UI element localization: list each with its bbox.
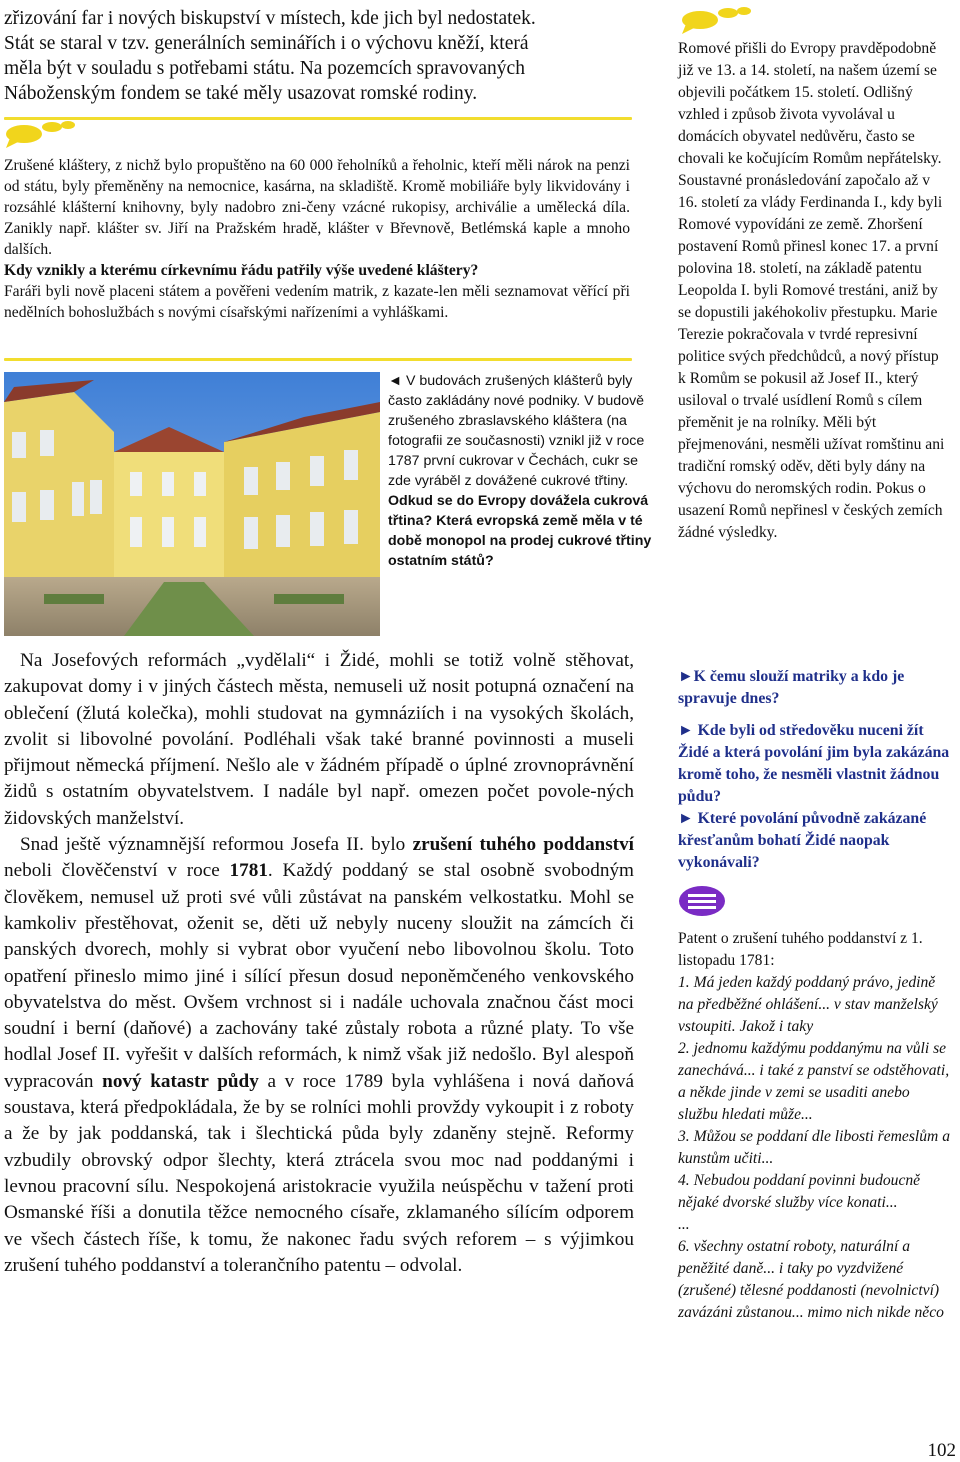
box-question: Kdy vznikly a kterému církevnímu řádu patřily výše uvedené kláštery? [4, 262, 479, 279]
body-emphasis: nový katastr půdy [102, 1070, 259, 1092]
patent-item: ... [678, 1216, 690, 1233]
yellow-speech-marker-icon [2, 120, 82, 154]
purple-document-marker-icon [678, 884, 728, 918]
body-text-run: Snad ještě významnější reformou Josefa II. bylo [20, 834, 413, 856]
sidebar-question: ► Kde byli od středověku nuceni žít Židé a která povolání jim byla zakázána kromě toho, že nesměli vlastnit žádnou půdu? [678, 722, 950, 805]
sidebar-question: ► Které povolání původně zakázané křesťanům bohatí Židé naopak vykonávali? [678, 810, 927, 871]
photo-caption [388, 371, 658, 571]
sidebar-question: ►K čemu slouží matriky a kdo je spravuje dnes? [678, 668, 905, 707]
roma-sidebar [678, 38, 948, 544]
patent-excerpt [678, 928, 950, 1324]
main-article [4, 648, 634, 1279]
intro-block [4, 0, 634, 106]
yellow-speech-marker-icon [678, 4, 758, 38]
intro-paragraph [4, 6, 634, 106]
caption-question: Odkud se do Evropy dovážela cukrová třtina? Která evropská země měla v té době monopol na prodej cukrové třtiny ostatním států? [388, 493, 652, 569]
box-paragraph: Zrušené kláštery, z nichž bylo propuštěno na 60 000 řeholníků a řeholnic, kteří měli nárok na penzi od státu, byly přeměněny na nemocnice, kasárna, na skladiště. Kromě mobiliáře byly likvidovány i rozsáhlé klášterní knihovny, byly nadobro zni-čeny vzácné rukopisy, archiválie a umělecká díla. Zanikly např. klášter sv. Jiří na Pražském hradě, klášter v Břevnově, Betlémská kaple a mnoho dalších. [4, 157, 630, 258]
box-bottom-rule [4, 358, 632, 361]
patent-title: Patent o zrušení tuhého poddanství z 1. listopadu 1781: [678, 930, 923, 969]
body-text-run: . Každý poddaný se stal osobně svobodným člověkem, nemusel už proti své vůli zůstávat na panském velkostatku. Mohl se kamkoliv přestěhovat, oženit se, děti už nebyly nuceny sloužit na zámcích či panských dvorech, mohly si vybrat obor vyučení nebo libovolnou školu. Toto opatření přineslo mimo jiné i sílící přesun dosud neponěmčeného venkovského obyvatelstva do měst. Ovšem vrchnost si i nadále uchovala značnou část moci soudní i berní (daňové) a zachovány také zůstaly robota a různé platy. To vše hodlal Josef II. vyřešit v dalších reformách, k nimž však již nedošlo. Byl alespoň vypracován [4, 860, 634, 1092]
sidebar-questions [678, 666, 950, 874]
caption-text: ◄ V budovách zrušených klášterů byly často zakládány nové podniky. V budově zrušeného zbraslavského kláštera (na fotografii ze současnosti) vznikl již v roce 1787 první cukrovar v Čechách, cukr se zde vyráběl z dovážené cukrové třtiny. [388, 373, 645, 489]
intro-line: měla být v souladu s potřebami státu. Na pozemcích spravovaných [4, 58, 525, 79]
patent-item: 2. jednomu každýmu poddanýmu na vůli se zanechává... i také z panství se odstěhovati, a někde jinde v zemi se usaditi anebo službu hledati může... [678, 1040, 950, 1123]
highlight-box [4, 155, 630, 323]
body-paragraph: Na Josefových reformách „vydělali“ i Židé, mohli se totiž volně stěhovat, zakupovat domy i v jiných částech města, nemuseli už nosit potupná označení na oblečení (žlutá kolečka), mohli studovat na gymnáziích i na vysokých školách, zvolit si libovolné povolání. Podléhali však také branné povinnosti a museli přijmout německá příjmení. Nešlo ale v žádném případě o úplné zrovnoprávnění židů s ostatním obyvatelstvem. I nadále byl např. omezen počet povole-ných židovských manželství. [4, 650, 634, 829]
box-top-rule [4, 117, 632, 120]
patent-item: 3. Můžou se poddaní dle libosti řemeslům a kunstům učiti... [678, 1128, 951, 1167]
body-paragraph [4, 832, 634, 1279]
body-text-run: a v roce 1789 byla vyhlášena i nová daňová soustava, která předpokládala, že by se rolníci mohli provždy vykoupit i z roboty a že by jak poddanská, tak i šlechtická půda byly zdaněny stejně. Reformy vzbudily obrovský odpor šlechty, která ztrácela svou moc nad poddanými i levnou pracovní sílu. Nespokojená aristokracie využila neúspěchu v tažení proti Osmanské říši a donutila těžce nemocného císaře, zklamaného sílícím odporem ve všech částech říše, k tomu, že nakonec řadu svých reforem – s výjimkou zrušení tuhého poddanství a tolerančního patentu – odvolal. [4, 1070, 634, 1276]
body-emphasis: zrušení tuhého poddanství [412, 834, 634, 856]
box-paragraph: Faráři byli nově placeni státem a pověřeni vedením matrik, z kazate-len měli seznamovat věřící při nedělních bohoslužbách s novými císařskými nařízeními a vyhláškami. [4, 283, 630, 321]
intro-line: Náboženským fondem se také měly usazovat romské rodiny. [4, 83, 478, 104]
body-emphasis-year: 1781 [229, 860, 268, 882]
patent-item: 4. Nebudou poddaní povinni budoucně nějaké dvorské služby více konati... [678, 1172, 921, 1211]
intro-line: zřizování far i nových biskupství v místech, kde jich byl nedostatek. [4, 8, 536, 29]
intro-line: Stát se staral v tzv. generálních seminářích i o výchovu kněží, která [4, 33, 529, 54]
patent-item: 6. všechny ostatní roboty, naturální a peněžité daně... i taky po vyzdvižené (zrušené) tělesné poddanosti (nevolnictví) zavázáni zůstanou... mimo nich nikde něco [678, 1238, 944, 1321]
patent-item: 1. Má jeden každý poddaný právo, jedině na předběžné ohlášení... v stav manželský vstoupiti. Jakož i taky [678, 974, 938, 1035]
body-text-run: neboli člověčenství v roce [4, 860, 230, 882]
sidebar-paragraph: Romové přišli do Evropy pravděpodobně již ve 13. a 14. století, na našem území se objevili počátkem 15. století. Odlišný vzhled i způsob života vyvolával u domácích obyvatel nedůvěru, často se chovali ke kočujícím Romům nepřátelsky. Soustavné pronásledování započalo až v 16. století za vlády Ferdinanda I., kdy byli Romové vypovídáni ze země. Zhoršení postavení Romů přinesl konec 17. a první polovina 18. století, na základě patentu Leopolda I. byli Romové trestáni, aniž by se dopustili jakéhokoliv přestupku. Marie Terezie pokračovala v tvrdé represivní politice svých předchůdců, a nový přístup k Romům se pokusil až Josef II., který usiloval o trvalé usídlení Romů s cílem přeměnit je na rolníky. Měli být přejmenováni, nesměli užívat romštinu ani tradiční romský oděv, děti byly dány na výchovu do neromských rodin. Pokus o usazení Romů nepřinesl v českých zemích žádné výsledky. [678, 40, 945, 541]
page-number: 102 [927, 1440, 956, 1461]
monastery-photo [4, 372, 380, 636]
